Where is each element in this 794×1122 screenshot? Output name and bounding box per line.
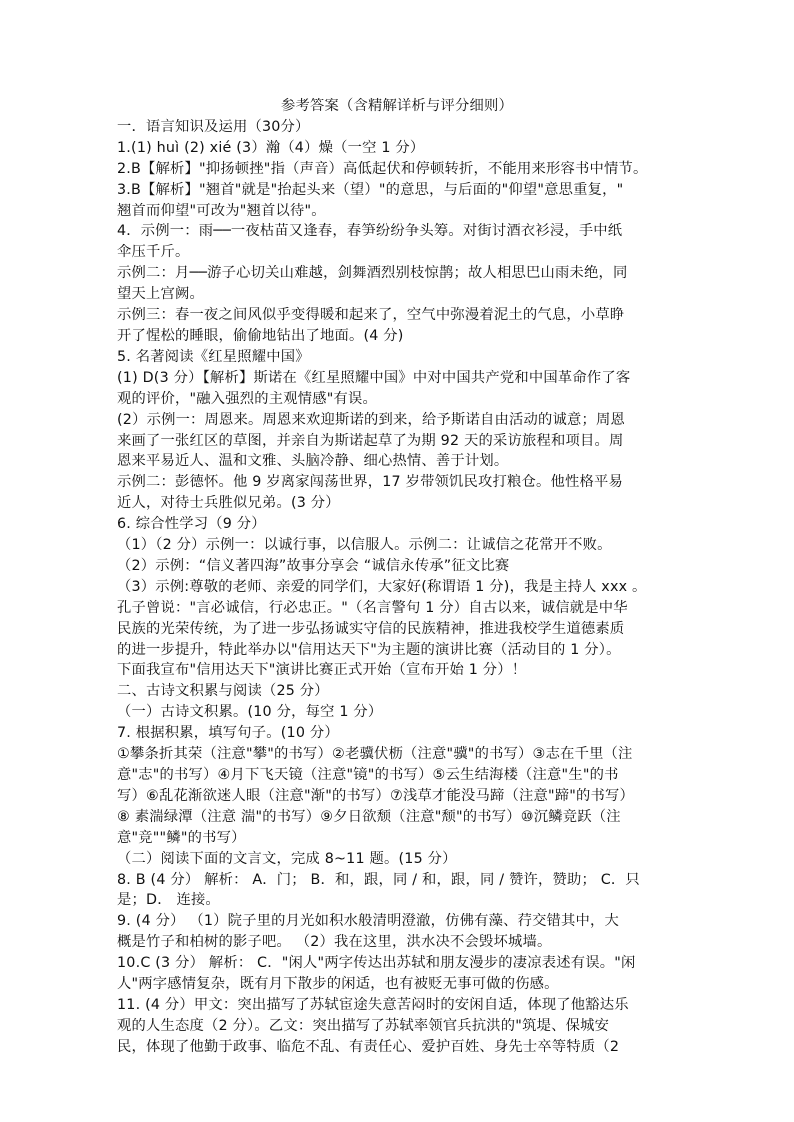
text-line: 伞压千斤。 [117,244,190,261]
text-line: 1.(1) huì (2) xié (3）瀚（4）燥（一空 1 分） [117,139,425,156]
text-line: 的进一步提升，特此举办以"信用达天下"为主题的演讲比赛（活动目的 1 分）。 [117,641,621,658]
text-line: 二、古诗文积累与阅读（25 分） [117,683,329,700]
text-line: 是；D． 连接。 [117,892,220,909]
text-line: 4．示例一：雨──一夜枯苗又逢春，春笋纷纷争头筹。对街讨酒衣衫浸，手中纸 [117,223,623,240]
text-line: 近人，对待士兵胜似兄弟。(3 分） [117,495,340,512]
text-line: 示例三：春一夜之间风似乎变得暖和起来了，空气中弥漫着泥土的气息，小草睁 [117,307,625,324]
text-line: 5. 名著阅读《红星照耀中国》 [117,348,310,365]
text-line: 观的人生态度（2 分）。乙文：突出描写了苏轼率领官兵抗洪的"筑堤、保城安 [117,1017,610,1034]
text-line: 人"两字感情复杂，既有月下散步的闲适，也有被贬无事可做的伤感。 [117,976,559,993]
text-line: 3.B【解析】"翘首"就是"抬起头来（望）"的意思，与后面的"仰望"意思重复，" [117,181,624,198]
text-line: 翘首而仰望"可改为"翘首以待"。 [117,202,326,219]
text-line: 示例二：月──游子心切关山难越，剑舞酒烈别枝惊鹊；故人相思巴山雨未绝，同 [117,265,628,282]
text-line: （3）示例:尊敬的老师、亲爱的同学们，大家好(称谓语 1 分)，我是主持人 xxx 。 [117,578,647,595]
text-line: 恩来平易近人、温和文雅、头脑冷静、细心热情、善于计划。 [117,453,509,470]
text-line: 观的评价，"融入强烈的主观情感"有误。 [117,390,377,407]
text-line: 概是竹子和柏树的影子吧。 （2）我在这里，洪水决不会毁坏城墙。 [117,934,552,951]
text-line: 孔子曾说："言必诚信，行必忠正。"（名言警句 1 分）自古以来，诚信就是中华 [117,599,628,616]
text-line: 9. (4 分） （1）院子里的月光如积水般清明澄澈，仿佛有藻、荇交错其中，大 [117,913,620,930]
document-title: 参考答案（含精解详析与评分细则） [281,98,513,114]
text-line: ⑧ 素湍绿潭（注意 湍"的书写）⑨夕日欲颓（注意"颓"的书写）⑩沉鳞竞跃（注 [117,808,621,825]
answer-document [117,96,677,1058]
text-line: 望天上宫阙。 [117,286,204,303]
text-line: 意"志"的书写）④月下飞天镜（注意"镜"的书写）⑤云生结海楼（注意"生"的书 [117,767,619,783]
text-line: （二）阅读下面的文言文，完成 8~11 题。(15 分） [117,850,457,867]
text-line: 10.C (3 分） 解析： C．"闲人"两字传达出苏轼和朋友漫步的凄凉表述有误。"闲 [117,955,636,972]
text-line: (2）示例一：周恩来。周恩来欢迎斯诺的到来，给予斯诺自由活动的诚意；周恩 [117,411,625,428]
text-line: （2）示例：“信义著四海”故事分享会 “诚信永传承”征文比赛 [117,557,510,574]
text-line: (1) D(3 分）【解析】斯诺在《红星照耀中国》中对中国共产党和中国革命作了客 [117,369,631,386]
text-line: （1）（2 分）示例一：以诚行事，以信服人。示例二：让诚信之花常开不败。 [117,537,612,554]
text-line: 一．语言知识及运用（30分） [117,118,310,135]
text-line: 7. 根据积累，填写句子。(10 分） [117,725,339,742]
text-line: 民族的光荣传统，为了进一步弘扬诚实守信的民族精神，推进我校学生道德素质 [117,620,625,637]
text-line: （一）古诗文积累。(10 分，每空 1 分） [117,704,383,721]
text-line: 来画了一张红区的草图，并亲自为斯诺起草了为期 92 天的采访旅程和项目。周 [117,432,624,449]
text-line: 开了惺松的睡眼，偷偷地钻出了地面。(4 分) [117,327,404,344]
text-line: 8. B (4 分） 解析： A．门； B．和，跟，同 / 和，跟，同 / 赞许，赞助； C．只 [117,871,640,888]
text-line: 下面我宣布"信用达天下"演讲比赛正式开始（宣布开始 1 分）！ [117,662,527,679]
text-line: 11. (4 分）甲文：突出描写了苏轼宦途失意苦闷时的安闲自适，体现了他豁达乐 [117,996,629,1013]
text-line: 写）⑥乱花渐欲迷人眼（注意"渐"的书写）⑦浅草才能没马蹄（注意"蹄"的书写） [117,787,635,804]
text-line: 6. 综合性学习（9 分） [117,516,266,533]
text-line: 示例二：彭德怀。他 9 岁离家闯荡世界，17 岁带领饥民攻打粮仓。他性格平易 [117,474,624,491]
text-line: 2.B【解析】"抑扬顿挫"指（声音）高低起伏和停顿转折，不能用来形容书中情节。 [117,160,648,177]
text-line: 意"竞""鳞"的书写） [117,829,246,846]
text-line: ①攀条折其荣（注意"攀"的书写）②老骥伏枥（注意"骥"的书写）③志在千里（注 [117,746,633,763]
text-line: 民，体现了他勤于政事、临危不乱、有责任心、爱护百姓、身先士卒等特质（2 [117,1038,620,1055]
document-body [117,117,677,1058]
